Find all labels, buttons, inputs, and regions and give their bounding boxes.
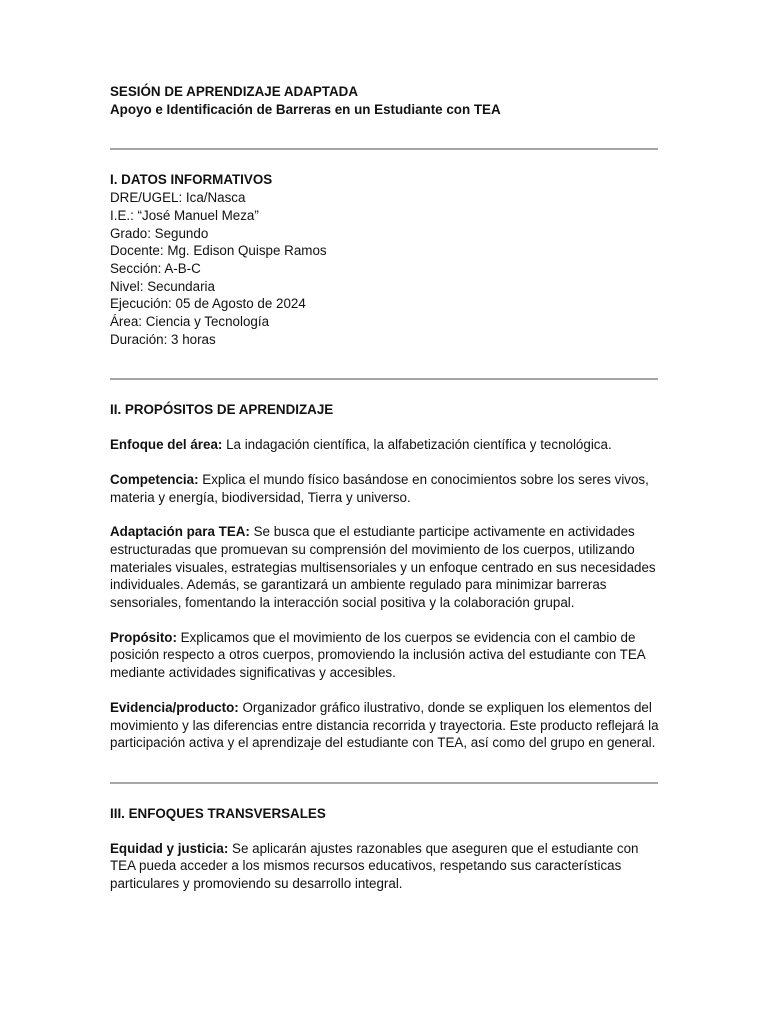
enfoque-paragraph xyxy=(110,436,660,454)
proposito-text: Explicamos que el movimiento de los cuerpos se evidencia con el cambio de posición respecto a otros cuerpos, promoviendo la inclusión activa del estudiante con TEA mediante actividades significativas y accesibles. xyxy=(110,629,645,681)
section-2-title: II. PROPÓSITOS DE APRENDIZAJE xyxy=(110,402,334,418)
divider xyxy=(110,782,658,784)
evidencia-paragraph xyxy=(110,699,660,752)
info-line-seccion: Sección: A-B-C xyxy=(110,260,201,276)
document-content xyxy=(110,83,660,893)
divider xyxy=(110,148,658,150)
evidencia-text: Organizador gráfico ilustrativo, donde se expliquen los elementos del movimiento y las diferencias entre distancia recorrida y trayectoria. Este producto reflejará la participación activa y el aprendizaje del estudiante con TEA, así como del grupo en general. xyxy=(110,699,659,751)
info-line-grado: Grado: Segundo xyxy=(110,225,209,241)
equidad-text: Se aplicarán ajustes razonables que aseguren que el estudiante con TEA pueda acceder a los mismos recursos educativos, respetando sus características particulares y promoviendo su desarrollo integral. xyxy=(110,840,639,892)
info-line-duracion: Duración: 3 horas xyxy=(110,331,216,347)
competencia-text: Explica el mundo físico basándose en conocimientos sobre los seres vivos, materia y energía, biodiversidad, Tierra y universo. xyxy=(110,471,649,505)
divider xyxy=(110,378,658,380)
enfoque-text: La indagación científica, la alfabetización científica y tecnológica. xyxy=(222,437,612,453)
proposito-label: Propósito: xyxy=(110,629,177,645)
info-line-nivel: Nivel: Secundaria xyxy=(110,278,215,294)
adaptacion-text: Se busca que el estudiante participe activamente en actividades estructuradas que promuevan su comprensión del movimiento de los cuerpos, utilizando materiales visuales, estrategias multisensoriales y un enfoque centrado en sus necesidades individuales. Además, se garantizará un ambiente regulado para minimizar barreras sensoriales, fomentando la interacción social positiva y la colaboración grupal. xyxy=(110,524,656,611)
section-1-title: I. DATOS INFORMATIVOS xyxy=(110,172,273,188)
adaptacion-paragraph xyxy=(110,523,660,612)
competencia-paragraph xyxy=(110,471,660,506)
enfoque-label: Enfoque del área: xyxy=(110,437,223,453)
info-line-dre-ugel: DRE/UGEL: Ica/Nasca xyxy=(110,190,246,206)
proposito-paragraph xyxy=(110,629,660,682)
info-line-ejecucion: Ejecución: 05 de Agosto de 2024 xyxy=(110,296,306,312)
info-line-docente: Docente: Mg. Edison Quispe Ramos xyxy=(110,243,327,259)
document-subtitle: Apoyo e Identificación de Barreras en un Estudiante con TEA xyxy=(110,101,501,117)
adaptacion-label: Adaptación para TEA: xyxy=(110,524,250,540)
evidencia-label: Evidencia/producto: xyxy=(110,699,239,715)
equidad-paragraph xyxy=(110,840,660,893)
section-3-title: III. ENFOQUES TRANSVERSALES xyxy=(110,805,326,821)
competencia-label: Competencia: xyxy=(110,471,199,487)
info-line-area: Área: Ciencia y Tecnología xyxy=(110,314,270,330)
equidad-label: Equidad y justicia: xyxy=(110,840,229,856)
document-title: SESIÓN DE APRENDIZAJE ADAPTADA xyxy=(110,84,358,99)
info-line-ie: I.E.: “José Manuel Meza” xyxy=(110,207,259,223)
